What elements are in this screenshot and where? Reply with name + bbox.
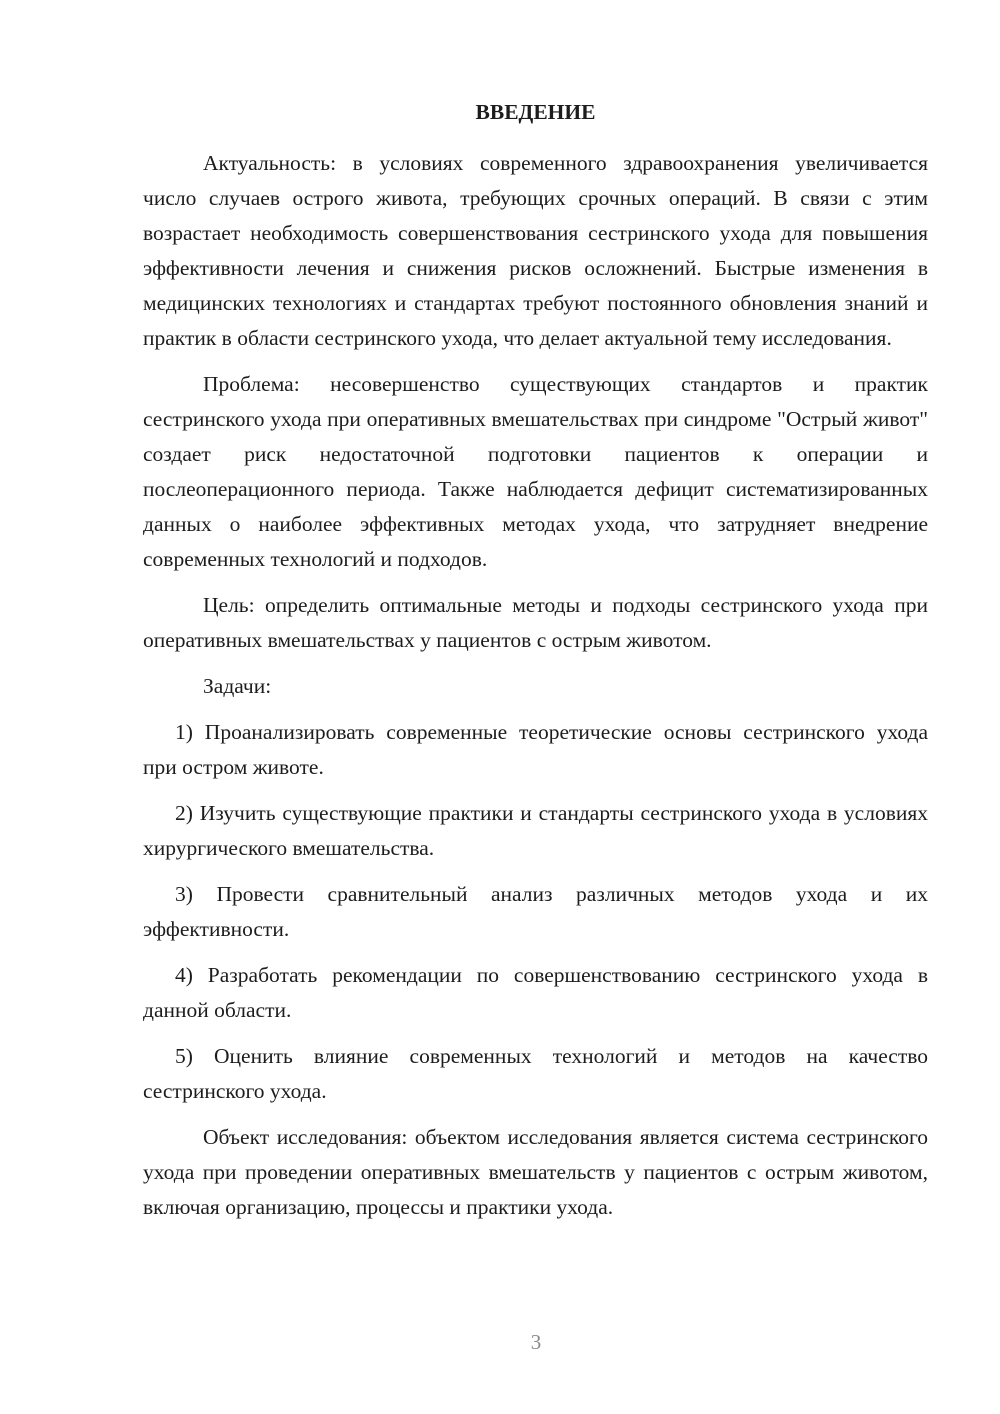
tasks-heading: Задачи:	[203, 674, 272, 698]
object-paragraph: Объект исследования: объектом исследования является система сестринского ухода при проведении оперативных вмешательств у пациентов с острым животом, включая организацию, процессы и практики ухода.	[143, 1125, 928, 1219]
page-number: 3	[530, 1330, 542, 1354]
task-item-3: 3) Провести сравнительный анализ различных методов ухода и их эффективности.	[143, 882, 928, 941]
goal-paragraph: Цель: определить оптимальные методы и подходы сестринского ухода при оперативных вмешательствах у пациентов с острым животом.	[143, 593, 928, 652]
task-item-5: 5) Оценить влияние современных технологий и методов на качество сестринского ухода.	[143, 1044, 928, 1103]
relevance-paragraph: Актуальность: в условиях современного здравоохранения увеличивается число случаев острого живота, требующих срочных операций. В связи с этим возрастает необходимость совершенствования сестринского ухода для повышения эффективности лечения и снижения рисков осложнений. Быстрые изменения в медицинских технологиях и стандартах требуют постоянного обновления знаний и практик в области сестринского ухода, что делает актуальной тему исследования.	[143, 151, 928, 350]
problem-paragraph: Проблема: несовершенство существующих стандартов и практик сестринского ухода при оперативных вмешательствах при синдроме "Острый живот" создает риск недостаточной подготовки пациентов к операции и послеоперационного периода. Также наблюдается дефицит систематизированных данных о наиболее эффективных методах ухода, что затрудняет внедрение современных технологий и подходов.	[143, 372, 928, 571]
section-title: ВВЕДЕНИЕ	[475, 100, 596, 124]
task-item-2: 2) Изучить существующие практики и стандарты сестринского ухода в условиях хирургического вмешательства.	[143, 801, 928, 860]
task-item-4: 4) Разработать рекомендации по совершенствованию сестринского ухода в данной области.	[143, 963, 928, 1022]
document-body	[143, 92, 928, 1236]
task-item-1: 1) Проанализировать современные теоретические основы сестринского ухода при остром животе.	[143, 720, 928, 779]
